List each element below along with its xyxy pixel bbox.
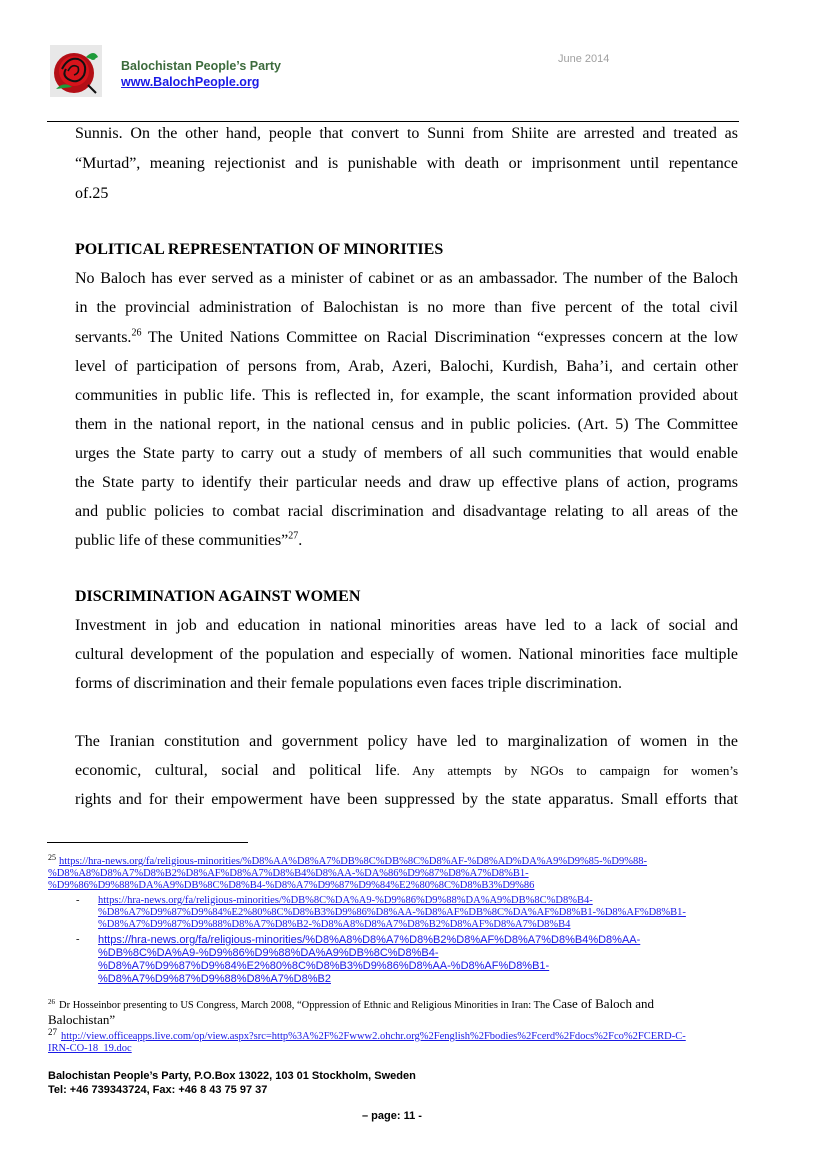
body-line: of.25 xyxy=(75,185,109,202)
body-line: Sunnis. On the other hand, people that convert to Sunni from Shiite are arrested and treated as xyxy=(75,125,738,142)
body-line: and public policies to combat racial discrimination and disadvantage relating to all areas of the xyxy=(75,503,738,520)
body-line xyxy=(75,761,738,781)
footer-address: Balochistan People’s Party, P.O.Box 13022, 103 01 Stockholm, Sweden xyxy=(48,1070,416,1082)
rose-logo-icon xyxy=(50,45,102,97)
footnote-separator xyxy=(47,842,248,843)
list-bullet: - xyxy=(76,934,80,945)
footnote-link[interactable]: https://hra-news.org/fa/religious-minorities/%D8%AA%D8%A7%DB%8C%DB%8C%D8%AF-%D8%AD%DA%A9%D9%85-%D9%88- xyxy=(59,856,648,867)
header-date: June 2014 xyxy=(558,53,610,65)
section-heading: POLITICAL REPRESENTATION OF MINORITIES xyxy=(75,241,444,258)
body-text: The United Nations Committee on Racial Discrimination “expresses concern at the low xyxy=(141,329,738,346)
footnote-link[interactable]: %D8%A7%D9%87%D9%84%E2%80%8C%D8%B3%D9%86%D8%AA-%D8%AF%DB%8C%DA%AF%D8%B1-%D8%AF%D8%B1- xyxy=(98,907,686,918)
footnote-link[interactable]: http://view.officeapps.live.com/op/view.aspx?src=http%3A%2F%2Fwww2.ohchr.org%2Fenglish%2Fbodies%2Fcerd%2Fdocs%2Fco%2FCERD-C- xyxy=(61,1031,686,1042)
body-line: level of participation of persons from, Arab, Azeri, Balochi, Kurdish, Baha’i, and certain other xyxy=(75,358,738,375)
footnote-link[interactable]: https://hra-news.org/fa/religious-minorities/%DB%8C%DA%A9-%D9%86%D9%88%DA%A9%DB%8C%D8%B4- xyxy=(98,895,593,906)
body-line: forms of discrimination and their female populations even faces triple discrimination. xyxy=(75,675,622,692)
footnote-link[interactable]: %D8%A8%D8%A7%D8%B2%D8%AF%D8%A7%D8%B4%D8%AA-%DA%86%D9%87%D8%A7%D8%B1- xyxy=(48,868,529,879)
body-text: economic, cultural, social and political life xyxy=(75,762,397,779)
body-line xyxy=(75,531,738,551)
body-line: urges the State party to carry out a study of members of all such communities that would enable xyxy=(75,445,738,462)
body-line: rights and for their empowerment have been suppressed by the state apparatus. Small efforts that xyxy=(75,791,738,808)
header-rule xyxy=(47,121,739,122)
page-number: – page: 11 - xyxy=(362,1110,422,1122)
body-line: them in the national report, in the national census and in public policies. (Art. 5) The Committee xyxy=(75,416,738,433)
footnote-text: Balochistan” xyxy=(48,1012,116,1027)
footnote-text-part: Dr Hosseinbor presenting to US Congress, March 2008, “Oppression of Ethnic and Religious Minorities in Iran: The xyxy=(59,1000,553,1011)
footnote-link[interactable]: %D8%A7%D9%87%D9%88%D8%A7%D8%B2 xyxy=(98,973,331,985)
footnote-number: 27 xyxy=(48,1027,57,1037)
org-name: Balochistan People’s Party xyxy=(121,59,282,73)
footnote-link[interactable]: %D8%A7%D9%87%D9%84%E2%80%8C%D8%B3%D9%86%D8%AA-%D8%AF%D8%B1- xyxy=(98,960,550,972)
body-line: cultural development of the population and especially of women. National minorities face multiple xyxy=(75,646,738,663)
body-line: No Baloch has ever served as a minister of cabinet or as an ambassador. The number of the Baloch xyxy=(75,270,738,287)
body-line xyxy=(75,328,738,348)
section-heading: DISCRIMINATION AGAINST WOMEN xyxy=(75,588,361,605)
website-link[interactable]: www.BalochPeople.org xyxy=(121,75,260,89)
footnote-ref: 26 xyxy=(131,327,142,339)
body-text: . Any attempts by NGOs to campaign for women’s xyxy=(396,763,739,778)
body-text: . xyxy=(298,532,303,549)
body-line: “Murtad”, meaning rejectionist and is punishable with death or imprisonment until repentance xyxy=(75,155,738,172)
footnote-text xyxy=(59,998,654,1012)
footnote-link[interactable]: %D9%86%D9%88%DA%A9%DB%8C%D8%B4-%D8%A7%D9%87%D9%84%E2%80%8C%D8%B3%D9%86 xyxy=(48,880,535,891)
footnote-link[interactable]: IRN-CO-18_19.doc xyxy=(48,1043,132,1054)
footnote-ref: 27 xyxy=(288,530,299,542)
footnote-link[interactable]: %DB%8C%DA%A9-%D9%86%D9%88%DA%A9%DB%8C%D8%B4- xyxy=(98,947,439,959)
footer-contact: Tel: +46 739343724, Fax: +46 8 43 75 97 37 xyxy=(48,1084,268,1096)
footnote-number: 26 xyxy=(48,998,55,1006)
footnote-number: 25 xyxy=(48,853,56,862)
footnote-link[interactable]: https://hra-news.org/fa/religious-minorities/%D8%A8%D8%A7%D8%B2%D8%AF%D8%A7%D8%B4%D8%AA- xyxy=(98,934,641,946)
body-text: public life of these communities” xyxy=(75,532,289,549)
body-line: the State party to identify their particular needs and draw up effective plans of action, programs xyxy=(75,474,738,491)
body-text: servants. xyxy=(75,329,132,346)
body-line: in the provincial administration of Balochistan is no more than five percent of the total civil xyxy=(75,299,738,316)
body-line: The Iranian constitution and government policy have led to marginalization of women in the xyxy=(75,733,738,750)
footnote-text-part: Case of Baloch and xyxy=(552,996,654,1011)
list-bullet: - xyxy=(76,895,80,906)
body-line: Investment in job and education in national minorities areas have led to a lack of social and xyxy=(75,617,738,634)
footnote-link[interactable]: %D8%A7%D9%87%D9%88%D8%A7%D8%B2-%D8%A8%D8%A7%D8%B2%D8%AF%D8%A7%D8%B4 xyxy=(98,919,571,930)
body-line: communities in public life. This is reflected in, for example, the scant information provided about xyxy=(75,387,738,404)
